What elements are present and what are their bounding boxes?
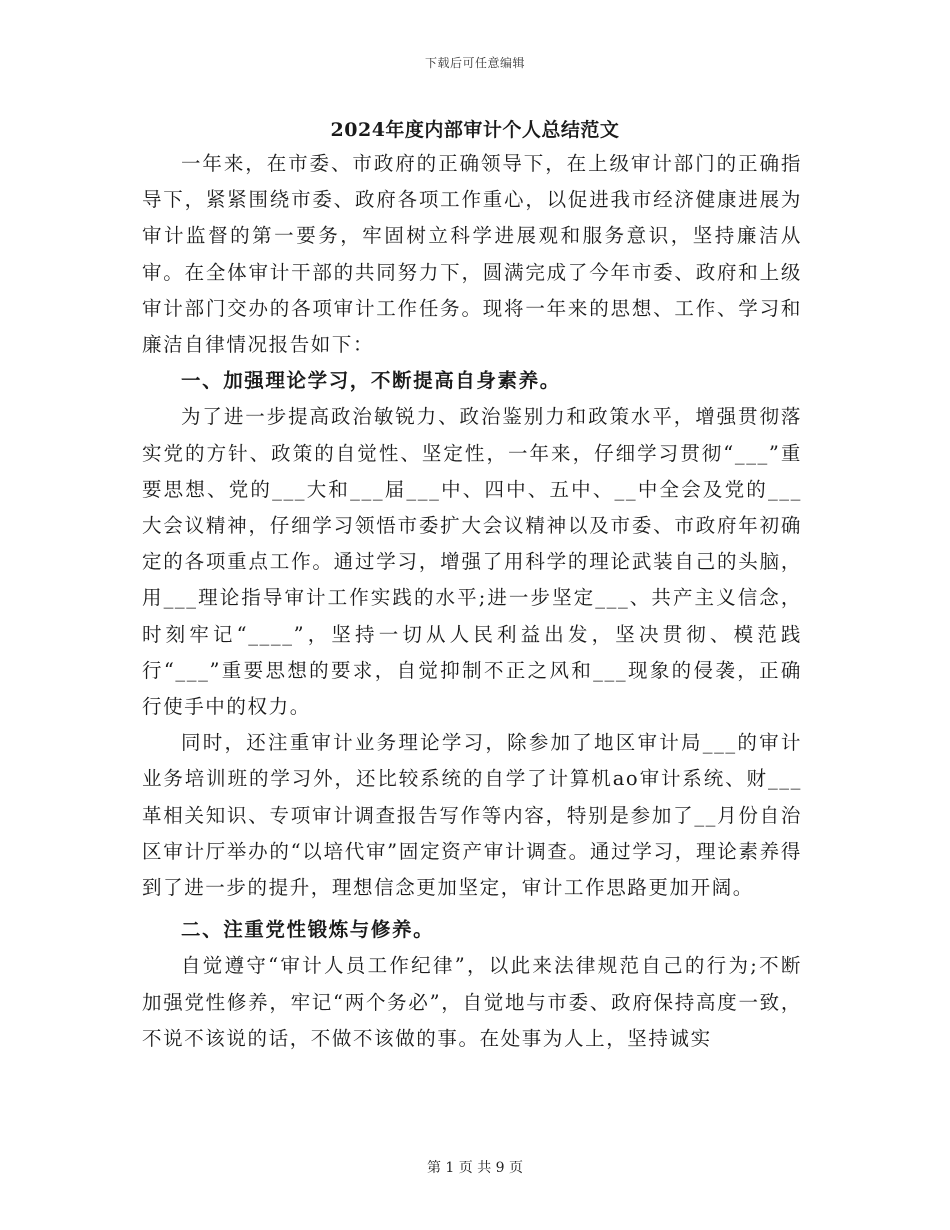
paragraph-intro: 一年来，在市委、市政府的正确领导下，在上级审计部门的正确指导下，紧紧围绕市委、政府各项工作重心，以促进我市经济健康进展为审计监督的第一要务，牢固树立科学进展观和服务意识，坚持廉洁从审。在全体审计干部的共同努力下，圆满完成了今年市委、政府和上级审计部门交办的各项审计工作任务。现将一年来的思想、工作、学习和廉洁自律情况报告如下： (142, 152, 802, 357)
section-heading-1: 一、加强理论学习，不断提高自身素养。 (181, 369, 561, 393)
paragraph-party-discipline: 自觉遵守“审计人员工作纪律”，以此来法律规范自己的行为;不断加强党性修养，牢记“两个务必”，自觉地与市委、政府保持高度一致，不说不该说的话，不做不该做的事。在处事为人上，坚持诚实 (142, 954, 802, 1050)
section-heading-2: 二、注重党性锻炼与修养。 (181, 918, 435, 942)
document-title: 2024年度内部审计个人总结范文 (330, 119, 620, 141)
paragraph-audit-training: 同时，还注重审计业务理论学习，除参加了地区审计局___的审计业务培训班的学习外，还比较系统的自学了计算机ao审计系统、财___革相关知识、专项审计调查报告写作等内容，特别是参加了__月份自治区审计厅举办的“以培代审”固定资产审计调查。通过学习，理论素养得到了进一步的提升，理想信念更加坚定，审计工作思路更加开阔。 (142, 731, 802, 900)
page-footer: 第 1 页 共 9 页 (426, 1160, 524, 1176)
header-note: 下载后可任意编辑 (424, 56, 525, 70)
document-body (142, 146, 802, 1057)
paragraph-theory-study: 为了进一步提高政治敏锐力、政治鉴别力和政策水平，增强贯彻落实党的方针、政策的自觉性、坚定性，一年来，仔细学习贯彻“___”重要思想、党的___大和___届___中、四中、五中、__中全会及党的___大会议精神，仔细学习领悟市委扩大会议精神以及市委、市政府年初确定的各项重点工作。通过学习，增强了用科学的理论武装自己的头脑，用___理论指导审计工作实践的水平;进一步坚定___、共产主义信念，时刻牢记“____”，坚持一切从人民利益出发，坚决贯彻、模范践行“___”重要思想的要求，自觉抑制不正之风和___现象的侵袭，正确行使手中的权力。 (142, 405, 802, 719)
